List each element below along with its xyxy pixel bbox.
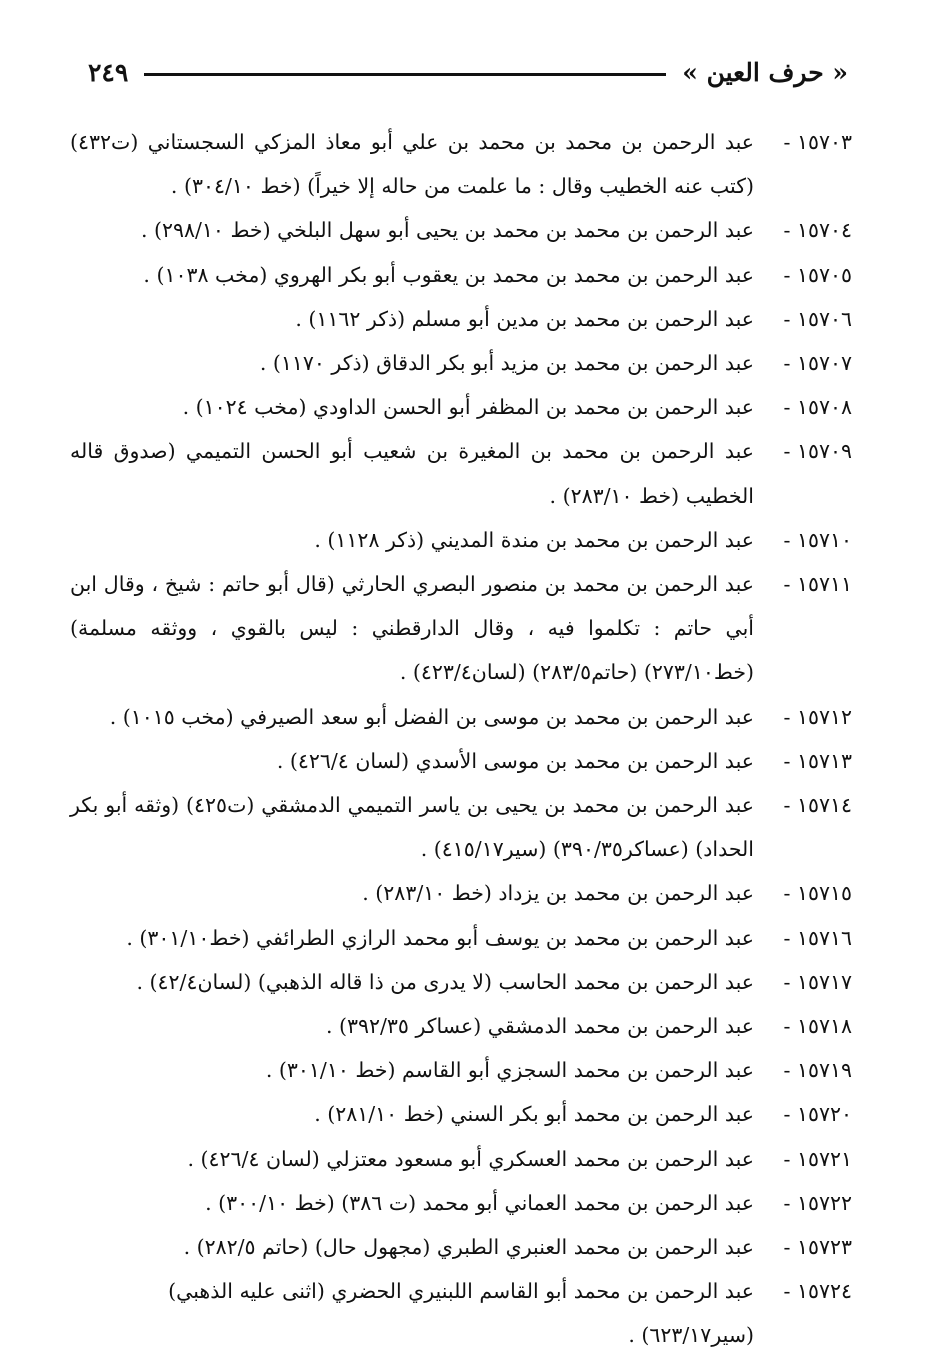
entry-number: ١٥٧٠٧ - <box>783 351 852 376</box>
entry-number: ١٥٧١٣ - <box>783 748 852 773</box>
entry-item <box>70 1092 852 1136</box>
entry-text: عبد الرحمن بن محمد الدمشقي (عساكر ٣٩٢/٣٥) . <box>325 1014 754 1039</box>
entry-number: ١٥٧١٩ - <box>783 1058 852 1083</box>
entry-text: عبد الرحمن بن محمد بن مزيد أبو بكر الدقاق (ذكر ١١٧٠) . <box>259 351 754 376</box>
entry-text: عبد الرحمن بن محمد العسكري أبو مسعود معتزلي (لسان ٤٢٦/٤) . <box>187 1146 754 1171</box>
entry-number: ١٥٧٢١ - <box>783 1146 852 1171</box>
entry-item <box>70 1225 852 1269</box>
entry-text: عبد الرحمن بن محمد بن محمد بن يحيى أبو سهل البلخي (خط ٢٩٨/١٠) . <box>140 218 754 243</box>
entry-number: ١٥٧٠٨ - <box>783 395 852 420</box>
entry-number: ١٥٧١٨ - <box>783 1014 852 1039</box>
entry-item <box>70 1269 852 1357</box>
entry-number: ١٥٧٠٣ - <box>783 130 852 154</box>
entry-text: عبد الرحمن بن محمد بن منصور البصري الحارثي (قال أبو حاتم : شيخ ، وقال ابن أبي حاتم : تكلموا فيه ، وقال الدارقطني : ليس بالقوي ، ووثقه مسلمة) (خط٢٧٣/١٠) (حاتم٢٨٣/٥) (لسان٤٢٣/٤) . <box>70 572 754 685</box>
entry-item <box>70 739 852 783</box>
entry-number: ١٥٧١٠ - <box>783 527 852 552</box>
entry-text: عبد الرحمن بن محمد بن محمد بن علي أبو معاذ المزكي السجستاني (ت٤٣٢) (كتب عنه الخطيب وقال : ما علمت من حاله إلا خيراً) (خط ٣٠٤/١٠) . <box>70 130 754 199</box>
entry-item <box>70 783 852 871</box>
entry-number: ١٥٧٠٥ - <box>783 262 852 287</box>
entry-item <box>70 695 852 739</box>
entry-item <box>70 960 852 1004</box>
entry-item <box>70 385 852 429</box>
entry-text: عبد الرحمن بن محمد العنبري الطبري (مجهول حال) (حاتم ٢٨٢/٥) . <box>183 1235 754 1260</box>
entry-item <box>70 1181 852 1225</box>
entry-item <box>70 120 852 208</box>
entry-item <box>70 871 852 915</box>
entry-text: عبد الرحمن بن محمد بن المغيرة بن شعيب أبو الحسن التميمي (صدوق قاله الخطيب (خط ٢٨٣/١٠) . <box>70 439 754 508</box>
entry-text: عبد الرحمن بن محمد أبو بكر السني (خط ٢٨١/١٠) . <box>314 1102 754 1127</box>
entry-text: عبد الرحمن بن محمد الحاسب (لا يدرى من ذا قاله الذهبي) (لسان٤٢/٤) . <box>136 969 754 994</box>
entry-item <box>70 297 852 341</box>
entry-number: ١٥٧١٦ - <box>783 925 852 950</box>
entry-text: عبد الرحمن بن محمد بن موسى بن الفضل أبو سعد الصيرفي (مخب ١٠١٥) . <box>109 704 754 729</box>
entry-text: عبد الرحمن بن محمد بن يوسف أبو محمد الرازي الطرائفي (خط٣٠١/١٠) . <box>126 925 754 950</box>
entry-number: ١٥٧٠٦ - <box>783 306 852 331</box>
entry-item <box>70 1048 852 1092</box>
entry-number: ١٥٧٠٩ - <box>783 439 852 464</box>
header-rule <box>144 73 666 76</box>
entry-number: ١٥٧١٤ - <box>783 793 852 818</box>
entry-item <box>70 1137 852 1181</box>
entry-item <box>70 916 852 960</box>
page-number: ٢٤٩ <box>88 57 129 87</box>
entry-item <box>70 253 852 297</box>
entry-text: عبد الرحمن بن محمد العماني أبو محمد (ت ٣٨٦) (خط ٣٠٠/١٠) . <box>205 1190 754 1215</box>
entry-number: ١٥٧٢٤ - <box>783 1279 852 1304</box>
entry-number: ١٥٧٢٠ - <box>783 1102 852 1127</box>
entry-text: عبد الرحمن بن محمد بن يزداد (خط ٢٨٣/١٠) . <box>362 881 754 906</box>
entry-number: ١٥٧١٥ - <box>783 881 852 906</box>
entry-text: عبد الرحمن بن محمد بن مدين أبو مسلم (ذكر ١١٦٢) . <box>295 306 754 331</box>
entry-text: عبد الرحمن بن محمد السجزي أبو القاسم (خط ٣٠١/١٠) . <box>265 1058 754 1083</box>
entry-number: ١٥٧٢٢ - <box>783 1190 852 1215</box>
entry-text: عبد الرحمن بن محمد أبو القاسم اللبنيري الحضري (اثنى عليه الذهبي) (سير٦٢٣/١٧) . <box>168 1279 754 1348</box>
entry-item <box>70 429 852 517</box>
entry-item <box>70 1004 852 1048</box>
page-header <box>88 52 848 92</box>
entry-text: عبد الرحمن بن محمد بن موسى الأسدي (لسان ٤٢٦/٤) . <box>276 748 754 773</box>
entry-number: ١٥٧٢٣ - <box>783 1235 852 1260</box>
entry-text: عبد الرحمن بن محمد بن محمد بن يعقوب أبو بكر الهروي (مخب ١٠٣٨) . <box>143 262 754 287</box>
entry-item <box>70 518 852 562</box>
entry-list <box>70 120 852 1358</box>
entry-item <box>70 208 852 252</box>
running-title: « حرف العين » <box>682 57 848 87</box>
entry-number: ١٥٧١١ - <box>783 572 852 597</box>
entry-item <box>70 562 852 695</box>
entry-text: عبد الرحمن بن محمد بن مندة المديني (ذكر ١١٢٨) . <box>314 527 754 552</box>
entry-number: ١٥٧١٧ - <box>783 969 852 994</box>
entry-text: عبد الرحمن بن محمد بن يحيى بن ياسر التميمي الدمشقي (ت٤٢٥) (وثقه أبو بكر الحداد) (عساكر٣٩٠/٣٥) (سير٤١٥/١٧) . <box>70 793 754 862</box>
entry-number: ١٥٧١٢ - <box>783 704 852 729</box>
entry-text: عبد الرحمن بن محمد بن المظفر أبو الحسن الداودي (مخب ١٠٢٤) . <box>182 395 754 420</box>
entry-item <box>70 341 852 385</box>
entry-number: ١٥٧٠٤ - <box>783 218 852 243</box>
